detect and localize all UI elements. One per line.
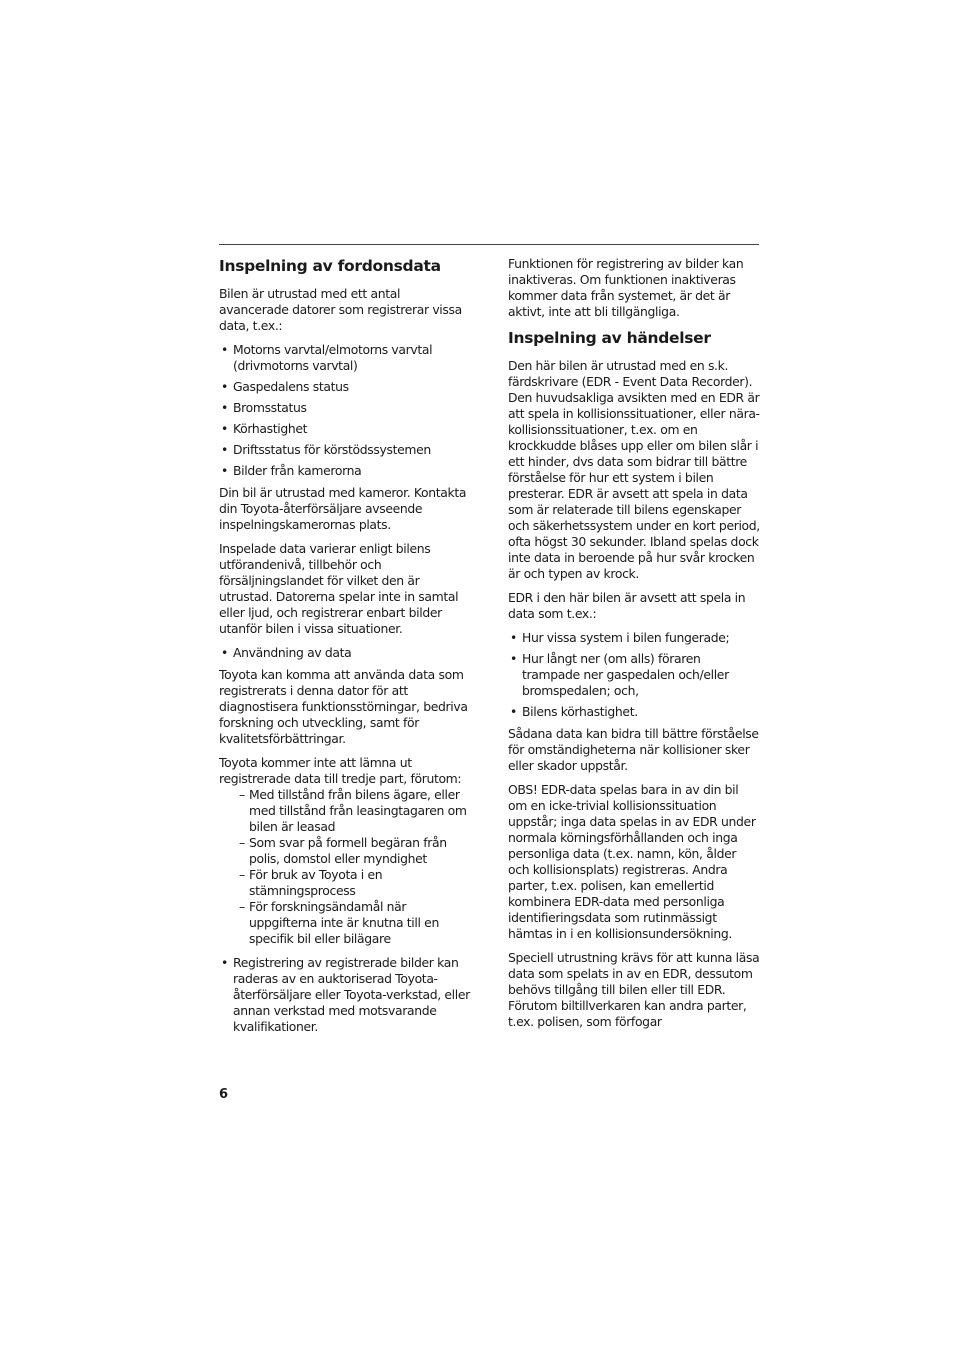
list-item: • Registrering av registrerade bilder kan raderas av en auktoriserad Toyota-återförsäljare eller Toyota-verkstad, eller annan verkstad med motsvarande kvalifikationer.	[219, 955, 471, 1035]
page-number: 6	[219, 1087, 229, 1102]
obs-paragraph: OBS! EDR-data spelas bara in av din bil om en icke-trivial kollisionssituation uppstår; inga data spelas in av EDR under normala körningsförhållanden och inga personliga data (t.ex. namn, kön, ålder och kollisionsplats) registreras. Andra parter, t.ex. polisen, kan emellertid kombinera EDR-data med personliga identifieringsdata som rutinmässigt hämtas in i en kollisionsundersökning.	[508, 782, 756, 941]
dash-item: – För bruk av Toyota i en stämningsprocess	[239, 867, 471, 899]
usage-paragraph: Toyota kan komma att använda data som registrerats i denna dator för att diagnostisera funktionsstörningar, bedriva forskning och utveckling, samt för kvalitetsförbättringar.	[219, 667, 468, 746]
third-party-paragraph: Toyota kommer inte att lämna ut registrerade data till tredje part, förutom:	[219, 755, 462, 786]
list-item: • Användning av data	[219, 645, 471, 661]
dash-item: – Som svar på formell begäran från polis, domstol eller myndighet	[239, 835, 471, 867]
list-item: • Körhastighet	[219, 421, 471, 437]
list-item: • Bromsstatus	[219, 400, 471, 416]
recorded-paragraph: Inspelade data varierar enligt bilens utförandenivå, tillbehör och försäljningslandet för vilket den är utrustad. Datorerna spelar inte in samtal eller ljud, och registrerar enbart bilder utanför bilen i vissa situationer.	[219, 541, 459, 636]
list-item: • Motorns varvtal/elmotorns varvtal (drivmotorns varvtal)	[219, 342, 471, 374]
intro-paragraph: Bilen är utrustad med ett antal avancerade datorer som registrerar vissa data, t.ex.:	[219, 286, 462, 333]
usage-list	[219, 645, 471, 661]
dash-item: – För forskningsändamål när uppgifterna inte är knutna till en specifik bil eller bilägare	[239, 899, 471, 947]
understanding-paragraph: Sådana data kan bidra till bättre förståelse för omständigheterna när kollisioner sker eller skador uppstår.	[508, 726, 759, 773]
left-column	[219, 256, 471, 1041]
top-rule	[219, 244, 759, 245]
special-equipment-paragraph: Speciell utrustning krävs för att kunna läsa data som spelats in av en EDR, dessutom behövs tillgång till bilen eller till EDR. Förutom biltillverkaren kan andra parter, t.ex. polisen, som förfogar	[508, 950, 760, 1029]
list-item: • Hur långt ner (om alls) föraren trampade ner gaspedalen och/eller bromspedalen; och,	[508, 651, 760, 699]
right-column	[508, 256, 760, 1038]
dash-item: – Med tillstånd från bilens ägare, eller med tillstånd från leasingtagaren om bilen är leasad	[239, 787, 471, 835]
disable-paragraph: Funktionen för registrering av bilder kan inaktiveras. Om funktionen inaktiveras kommer data från systemet, är det är aktivt, inte att bli tillgängliga.	[508, 256, 744, 319]
edr-paragraph: Den här bilen är utrustad med en s.k. färdskrivare (EDR - Event Data Recorder). Den huvudsakliga avsikten med en EDR är att spela in kollisionssituationer, eller nära-kollisionssituationer, t.ex. om en krockkudde blåses upp eller om bilen slår i ett hinder, dvs data som bidrar till bättre förståelse för hur ett system i bilen presterar. EDR är avsett att spela in data som är relaterade till bilens egenskaper och säkerhetssystem under en kort period, ofta högst 30 sekunder. Ibland spelas dock inte data in beroende på hur svår krocken är och typen av krock.	[508, 358, 760, 581]
list-item: • Hur vissa system i bilen fungerade;	[508, 630, 760, 646]
section-heading-vehicle-data: Inspelning av fordonsdata	[219, 257, 441, 275]
list-item: • Bilens körhastighet.	[508, 704, 760, 720]
list-item: • Driftsstatus för körstödssystemen	[219, 442, 471, 458]
list-item: • Bilder från kamerorna	[219, 463, 471, 479]
exception-list	[219, 787, 471, 947]
delete-list	[219, 955, 471, 1035]
list-item: • Gaspedalens status	[219, 379, 471, 395]
section-heading-events: Inspelning av händelser	[508, 329, 711, 347]
cameras-paragraph: Din bil är utrustad med kameror. Kontakta din Toyota-återförsäljare avseende inspelningskamerornas plats.	[219, 485, 467, 532]
recorded-data-list	[219, 342, 471, 479]
edr-data-paragraph: EDR i den här bilen är avsett att spela in data som t.ex.:	[508, 590, 746, 621]
edr-data-list	[508, 630, 760, 720]
